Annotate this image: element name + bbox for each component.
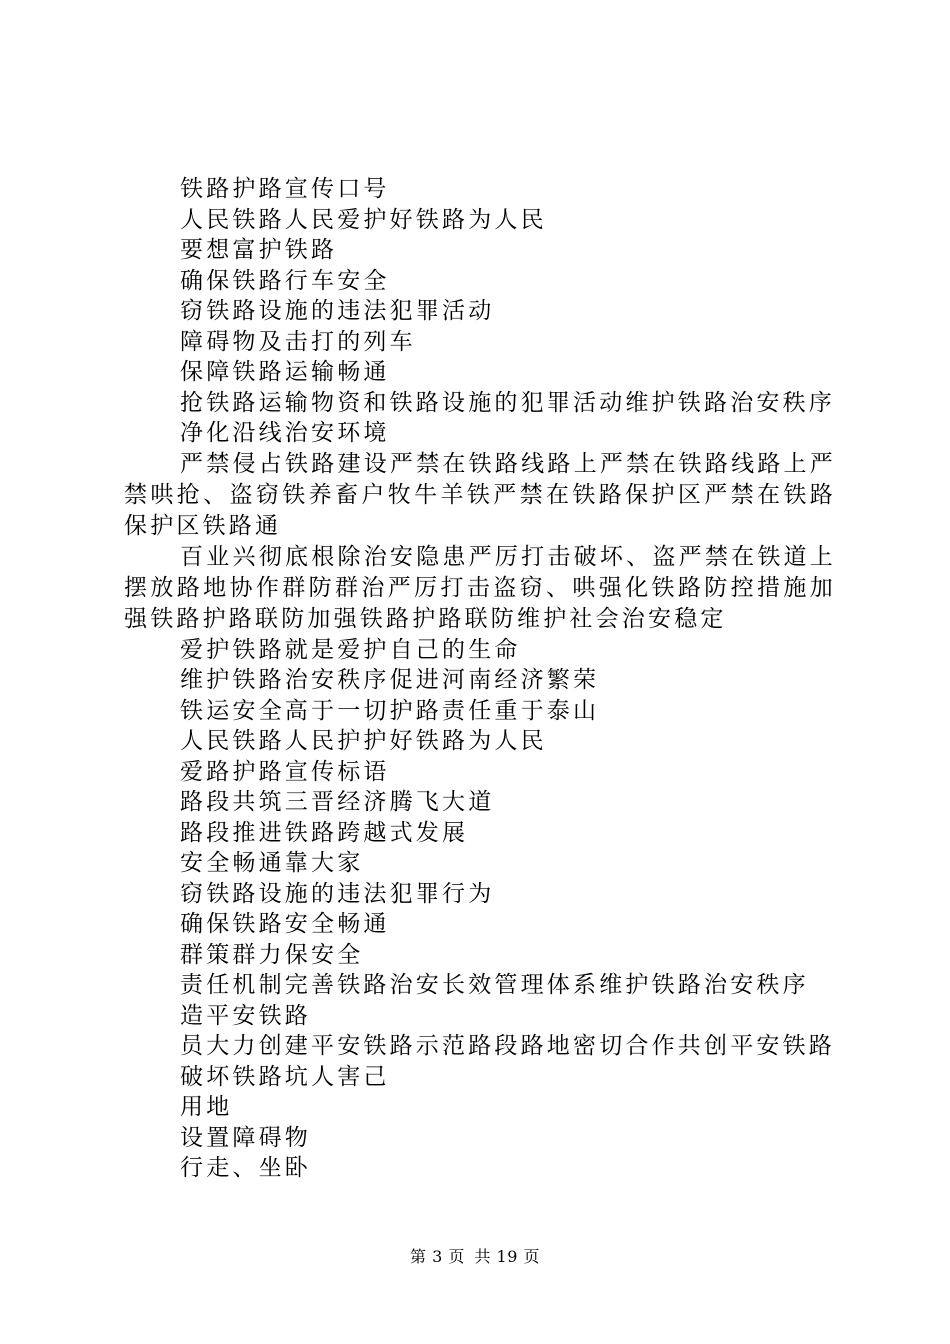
text-line: 责任机制完善铁路治安长效管理体系维护铁路治安秩序: [180, 972, 809, 998]
paragraph: 百业兴彻底根除治安隐患严厉打击破坏、盗严禁在铁道上摆放路地协作群防群治严厉打击盗窃、哄强化铁路防控措施加强铁路护路联防加强铁路护路联防维护社会治安稳定: [124, 543, 836, 632]
text-line: 保障铁路运输畅通: [180, 359, 390, 385]
page-number: 第 3 页: [410, 1247, 465, 1266]
text-line: 窃铁路设施的违法犯罪活动: [180, 298, 495, 324]
text-line: 设置障碍物: [180, 1124, 311, 1151]
text-line: 造平安铁路: [180, 1002, 311, 1029]
text-line: 员大力创建平安铁路示范路段路地密切合作共创平安铁路: [180, 1033, 835, 1059]
text-line: 群策群力保安全: [180, 941, 364, 968]
text-line: 破坏铁路坑人害己: [180, 1063, 390, 1090]
text-line: 路段推进铁路跨越式发展: [180, 819, 469, 846]
text-line: 净化沿线治安环境: [180, 420, 390, 446]
text-line: 障碍物及击打的列车: [180, 328, 416, 355]
text-line: 爱路护路宣传标语: [180, 758, 390, 785]
text-line: 行走、坐卧: [180, 1155, 311, 1181]
paragraph: 严禁侵占铁路建设严禁在铁路线路上严禁在铁路线路上严禁哄抢、盗窃铁养畜户牧牛羊铁严禁在铁路保护区严禁在铁路保护区铁路通: [124, 450, 836, 539]
text-line: 用地: [180, 1094, 233, 1120]
text-line: 人民铁路人民护护好铁路为人民: [180, 728, 547, 754]
text-line: 抢铁路运输物资和铁路设施的犯罪活动维护铁路治安秩序: [180, 389, 835, 416]
text-line: 安全畅通靠大家: [180, 850, 364, 876]
text-line: 路段共筑三晋经济腾飞大道: [180, 789, 495, 815]
text-line: 人民铁路人民爱护好铁路为人民: [180, 206, 547, 233]
text-line: 爱护铁路就是爱护自己的生命: [180, 636, 521, 663]
document-body: [124, 174, 836, 1184]
text-line: 铁运安全高于一切护路责任重于泰山: [180, 697, 600, 724]
text-line: 铁路护路宣传口号: [180, 176, 390, 202]
text-line: 确保铁路安全畅通: [180, 911, 390, 937]
text-line: 要想富护铁路: [180, 237, 338, 263]
text-line: 维护铁路治安秩序促进河南经济繁荣: [180, 667, 600, 693]
text-line: 窃铁路设施的违法犯罪行为: [180, 880, 495, 907]
page-total: 共 19 页: [474, 1247, 540, 1266]
text-line: 确保铁路行车安全: [180, 267, 390, 294]
page-footer: [0, 1244, 950, 1267]
